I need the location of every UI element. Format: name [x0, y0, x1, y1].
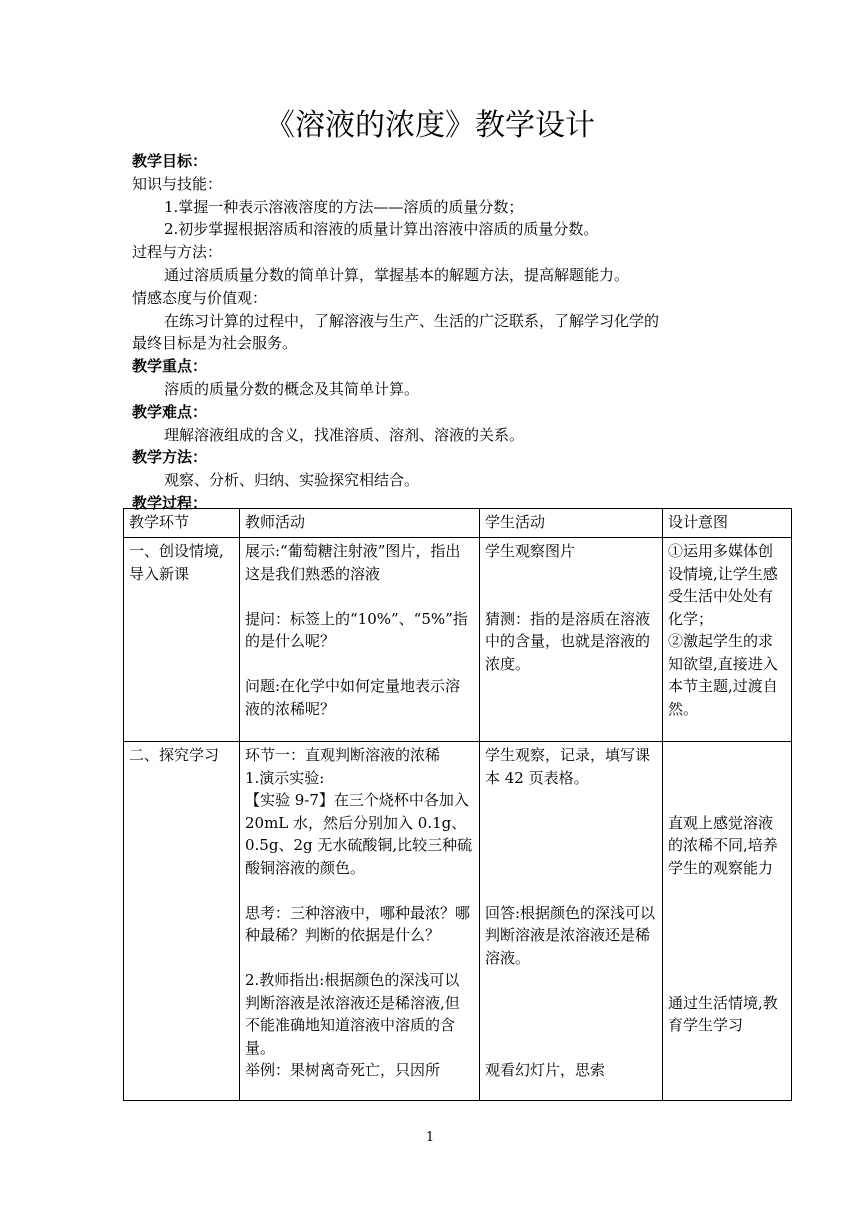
- knowledge-heading: 知识与技能：: [132, 174, 223, 193]
- knowledge-item: 2.初步掌握根据溶质和溶液的质量计算出溶液中溶质的质量分数。: [164, 220, 599, 239]
- intent-cell: [663, 538, 792, 742]
- table-row: [124, 742, 792, 1101]
- process-heading: 过程与方法：: [132, 243, 223, 262]
- stage-cell: 二、探究学习: [124, 742, 240, 1101]
- process-table-heading: 教学过程：: [132, 493, 208, 512]
- table-row: [124, 538, 792, 742]
- teacher-text: 提问：标签上的“10%”、“5%”指的是什么呢？: [245, 609, 468, 650]
- emotion-heading: 情感态度与价值观：: [132, 288, 268, 307]
- student-cell: [480, 538, 663, 742]
- teacher-text: 问题:在化学中如何定量地表示溶液的浓稀呢？: [245, 677, 461, 718]
- teacher-text: 举例：果树离奇死亡，只因所: [245, 1061, 441, 1079]
- header-teacher: 教师活动: [240, 509, 480, 538]
- process-text: 通过溶质质量分数的简单计算，掌握基本的解题方法，提高解题能力。: [164, 265, 630, 284]
- method-heading: 教学方法：: [132, 448, 208, 467]
- teacher-text: 【实验 9-7】在三个烧杯中各加入 20mL 水，然后分别加入 0.1g、0.5g、2g 无水硫酸铜,比较三种硫酸铜溶液的颜色。: [245, 791, 473, 877]
- objectives-section: [132, 150, 782, 515]
- key-text: 溶质的质量分数的概念及其简单计算。: [164, 379, 420, 398]
- difficulty-text: 理解溶液组成的含义，找准溶质、溶剂、溶液的关系。: [164, 425, 525, 444]
- emotion-text-cont: 最终目标是为社会服务。: [132, 334, 298, 353]
- emotion-text: 在练习计算的过程中，了解溶液与生产、生活的广泛联系，了解学习化学的: [164, 311, 660, 330]
- intent-text: 直观上感觉溶液的浓稀不同,培养学生的观察能力: [668, 813, 778, 877]
- page-number: 1: [425, 1130, 435, 1145]
- student-text: 猜测：指的是溶质在溶液中的含量，也就是溶液的浓度。: [485, 609, 651, 673]
- header-intent: 设计意图: [663, 509, 792, 538]
- header-student: 学生活动: [480, 509, 663, 538]
- teacher-cell: [240, 742, 480, 1101]
- intent-text: 通过生活情境,教育学生学习: [668, 993, 778, 1034]
- teacher-text: 思考：三种溶液中，哪种最浓？哪种最稀？判断的依据是什么？: [245, 903, 471, 944]
- knowledge-item: 1.掌握一种表示溶液溶度的方法——溶质的质量分数；: [164, 197, 524, 216]
- student-text: 回答:根据颜色的深浅可以判断溶液是浓溶液还是稀溶液。: [485, 903, 656, 967]
- intent-text: ①运用多媒体创设情境,让学生感受生活中处处有化学；: [668, 542, 778, 628]
- teacher-text: 环节一：直观判断溶液的浓稀: [245, 746, 441, 764]
- student-cell: [480, 742, 663, 1101]
- student-text: 观看幻灯片，思索: [485, 1061, 606, 1079]
- header-stage: 教学环节: [124, 509, 240, 538]
- teacher-text: 展示:“葡萄糖注射液”图片，指出这是我们熟悉的溶液: [245, 542, 461, 583]
- stage-cell: 一、创设情境,导入新课: [124, 538, 240, 742]
- teaching-process-table: [123, 508, 792, 1101]
- page-title: 《溶液的浓度》教学设计: [265, 108, 595, 143]
- intent-cell: [663, 742, 792, 1101]
- student-text: 学生观察图片: [485, 542, 576, 560]
- method-text: 观察、分析、归纳、实验探究相结合。: [164, 471, 420, 490]
- teacher-text: 1.演示实验:: [245, 768, 325, 787]
- teacher-cell: [240, 538, 480, 742]
- goals-heading: 教学目标：: [132, 152, 208, 170]
- student-text: 学生观察，记录，填写课本 42 页表格。: [485, 746, 651, 787]
- table-header-row: [124, 509, 792, 538]
- teacher-text: 2.教师指出:根据颜色的深浅可以判断溶液是浓溶液还是稀溶液,但不能准确地知道溶液中溶质的含量。: [245, 971, 460, 1057]
- difficulty-heading: 教学难点：: [132, 402, 208, 421]
- intent-text: ②激起学生的求知欲望,直接进入本节主题,过渡自然。: [668, 632, 778, 718]
- key-heading: 教学重点：: [132, 357, 208, 376]
